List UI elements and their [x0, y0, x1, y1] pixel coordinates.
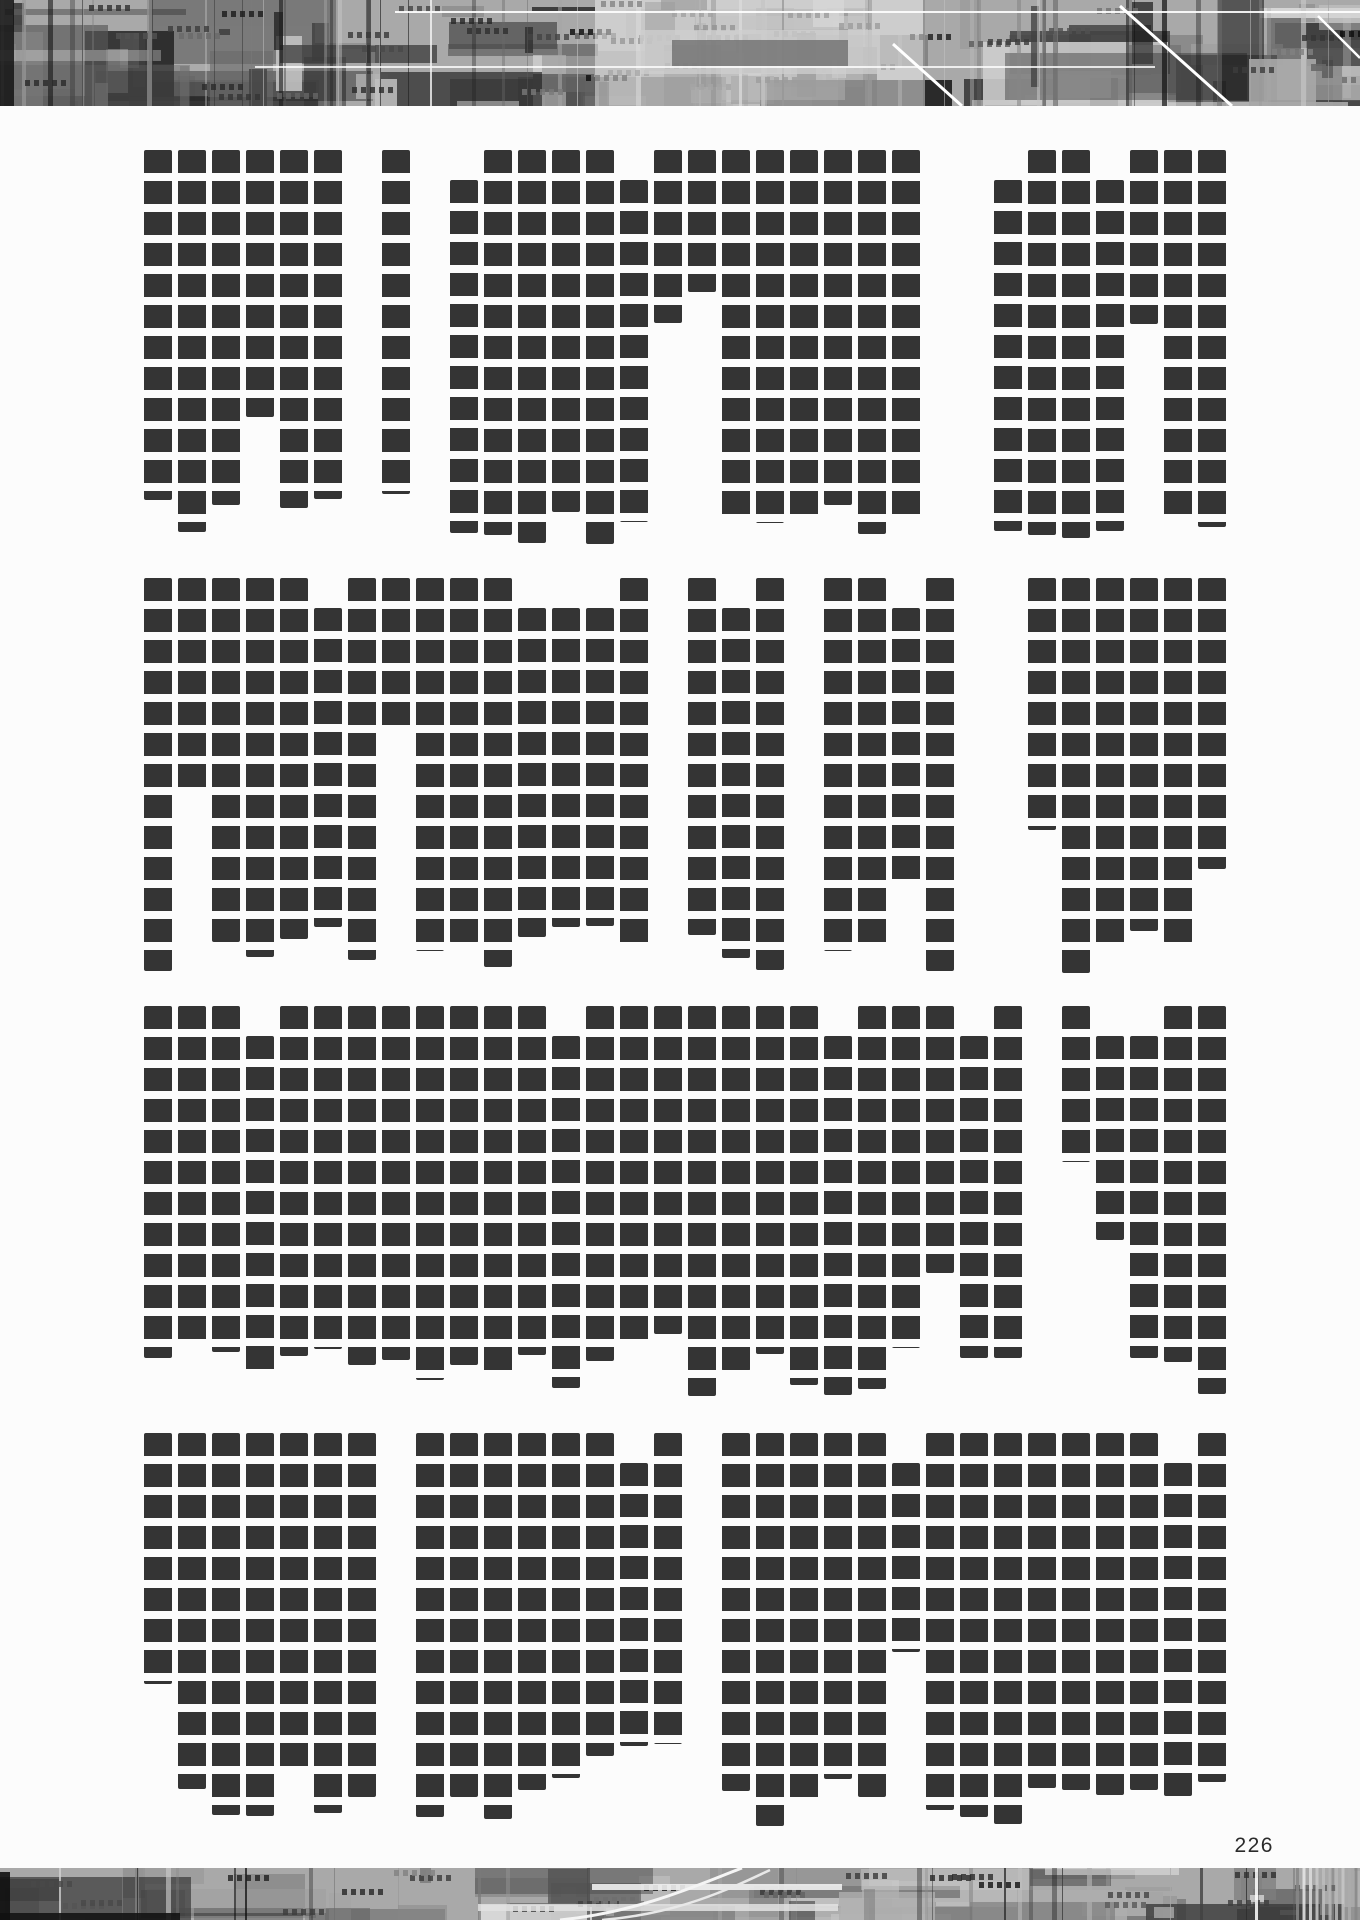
redacted-text-column [450, 1006, 478, 1365]
redacted-text-column [858, 150, 886, 534]
redacted-text-column [994, 180, 1022, 531]
redacted-text-column [212, 578, 240, 942]
redacted-text-column [518, 608, 546, 937]
redacted-text-column [688, 578, 716, 935]
redacted-text-column [416, 1006, 444, 1380]
redacted-text-column [756, 1006, 784, 1354]
redacted-text-column [314, 1006, 342, 1349]
redacted-text-column [756, 1433, 784, 1826]
redacted-text-column [586, 1433, 614, 1756]
redacted-text-column [1028, 1433, 1056, 1788]
redacted-text-column [1062, 150, 1090, 538]
redacted-text-column [688, 150, 716, 292]
redacted-text-column [144, 1433, 172, 1684]
glitch-art-footer [0, 1868, 1360, 1920]
text-band-3 [0, 1006, 1360, 1398]
redacted-text-column [722, 608, 750, 958]
redacted-text-column [518, 1006, 546, 1355]
page-number: 226 [1234, 1834, 1274, 1857]
redacted-text-column [382, 150, 410, 494]
redacted-text-column [1198, 1006, 1226, 1394]
redacted-text-column [178, 578, 206, 792]
redacted-text-column [824, 578, 852, 951]
redacted-text-column [926, 1006, 954, 1273]
redacted-text-column [1028, 578, 1056, 830]
redacted-text-column [450, 180, 478, 533]
redacted-text-column [348, 578, 376, 960]
redacted-text-column [1062, 1006, 1090, 1162]
redacted-text-column [552, 1036, 580, 1388]
redacted-text-column [416, 1433, 444, 1817]
redacted-text-column [484, 578, 512, 967]
redacted-text-column [892, 150, 920, 520]
redacted-text-column [722, 150, 750, 520]
redacted-text-column [314, 1433, 342, 1813]
redacted-text-column [348, 1433, 376, 1797]
redacted-text-column [688, 1006, 716, 1396]
redacted-text-column [620, 180, 648, 522]
redacted-text-column [212, 150, 240, 505]
redacted-text-column [960, 1036, 988, 1358]
redacted-text-column [212, 1433, 240, 1815]
redacted-text-column [1130, 1433, 1158, 1790]
redacted-text-column [586, 1006, 614, 1361]
redacted-text-column [416, 578, 444, 951]
redacted-text-column [790, 1433, 818, 1801]
glitch-art-footer-image [0, 1868, 1360, 1920]
redacted-text-column [280, 578, 308, 939]
redacted-text-column [212, 1006, 240, 1352]
redacted-text-column [1096, 180, 1124, 531]
redacted-text-column [178, 1433, 206, 1789]
redacted-text-column [756, 150, 784, 523]
redacted-text-column [654, 150, 682, 323]
redacted-text-column [178, 1006, 206, 1345]
redacted-text-column [824, 1433, 852, 1779]
redacted-text-column [1130, 578, 1158, 931]
redacted-text-column [484, 1006, 512, 1374]
redacted-text-column [246, 1433, 274, 1816]
redacted-text-column [1096, 578, 1124, 950]
redacted-text-column [1164, 1006, 1192, 1362]
redacted-text-column [654, 1006, 682, 1334]
redacted-text-column [450, 1433, 478, 1797]
redacted-text-column [926, 1433, 954, 1810]
redacted-text-column [280, 150, 308, 508]
redacted-text-column [552, 608, 580, 927]
redacted-text-column [382, 578, 410, 728]
redacted-text-column [926, 578, 954, 971]
redacted-text-column [1130, 150, 1158, 324]
redacted-text-column [620, 1006, 648, 1346]
text-band-2 [0, 578, 1360, 976]
redacted-text-column [892, 608, 920, 882]
redacted-text-column [246, 578, 274, 957]
redacted-text-column [994, 1006, 1022, 1358]
redacted-text-column [790, 150, 818, 518]
redacted-text-column [722, 1433, 750, 1791]
redacted-text-column [790, 1006, 818, 1385]
redacted-text-column [450, 578, 478, 943]
redacted-text-column [518, 150, 546, 543]
redacted-text-column [586, 608, 614, 926]
redacted-text-column [484, 1433, 512, 1819]
redacted-text-column [552, 1433, 580, 1778]
redacted-text-column [824, 1036, 852, 1395]
redacted-text-column [892, 1006, 920, 1348]
redacted-text-column [858, 1006, 886, 1389]
redacted-text-column [620, 578, 648, 946]
glitch-art-header-image [0, 0, 1360, 106]
redacted-text-column [960, 1433, 988, 1817]
redacted-text-column [314, 150, 342, 499]
redacted-text-column [994, 1433, 1022, 1824]
redacted-text-column [484, 150, 512, 535]
redacted-text-column [1198, 1433, 1226, 1782]
redacted-text-column [1164, 150, 1192, 520]
redacted-text-column [892, 1463, 920, 1652]
redacted-text-column [178, 150, 206, 532]
redacted-text-column [586, 150, 614, 544]
text-band-1 [0, 150, 1360, 550]
redacted-text-column [1096, 1433, 1124, 1795]
redacted-text-column [246, 150, 274, 417]
redacted-text-column [1096, 1036, 1124, 1240]
redacted-text-column [620, 1463, 648, 1746]
redacted-text-column [1198, 578, 1226, 869]
redacted-text-column [1198, 150, 1226, 527]
redacted-text-column [756, 578, 784, 970]
redacted-text-column [1028, 150, 1056, 535]
redacted-text-column [382, 1006, 410, 1360]
redacted-text-column [144, 578, 172, 971]
redacted-text-column [280, 1433, 308, 1768]
redacted-text-column [1164, 1463, 1192, 1796]
redacted-text-column [858, 1433, 886, 1797]
redacted-text-column [824, 150, 852, 505]
redacted-text-column [1130, 1036, 1158, 1358]
redacted-text-column [314, 608, 342, 927]
redacted-text-column [1062, 1433, 1090, 1790]
redacted-text-column [1164, 578, 1192, 943]
redacted-text-column [246, 1036, 274, 1371]
glitch-art-header [0, 0, 1360, 106]
redacted-text-column [1062, 578, 1090, 973]
redacted-text-column [518, 1433, 546, 1790]
redacted-text-column [144, 150, 172, 500]
redacted-text-column [858, 578, 886, 949]
redacted-text-column [144, 1006, 172, 1358]
redacted-text-column [654, 1433, 682, 1744]
redacted-text-column [280, 1006, 308, 1356]
redacted-text-column [552, 150, 580, 512]
text-band-4 [0, 1433, 1360, 1833]
redacted-text-column [348, 1006, 376, 1365]
redacted-text-column [722, 1006, 750, 1371]
